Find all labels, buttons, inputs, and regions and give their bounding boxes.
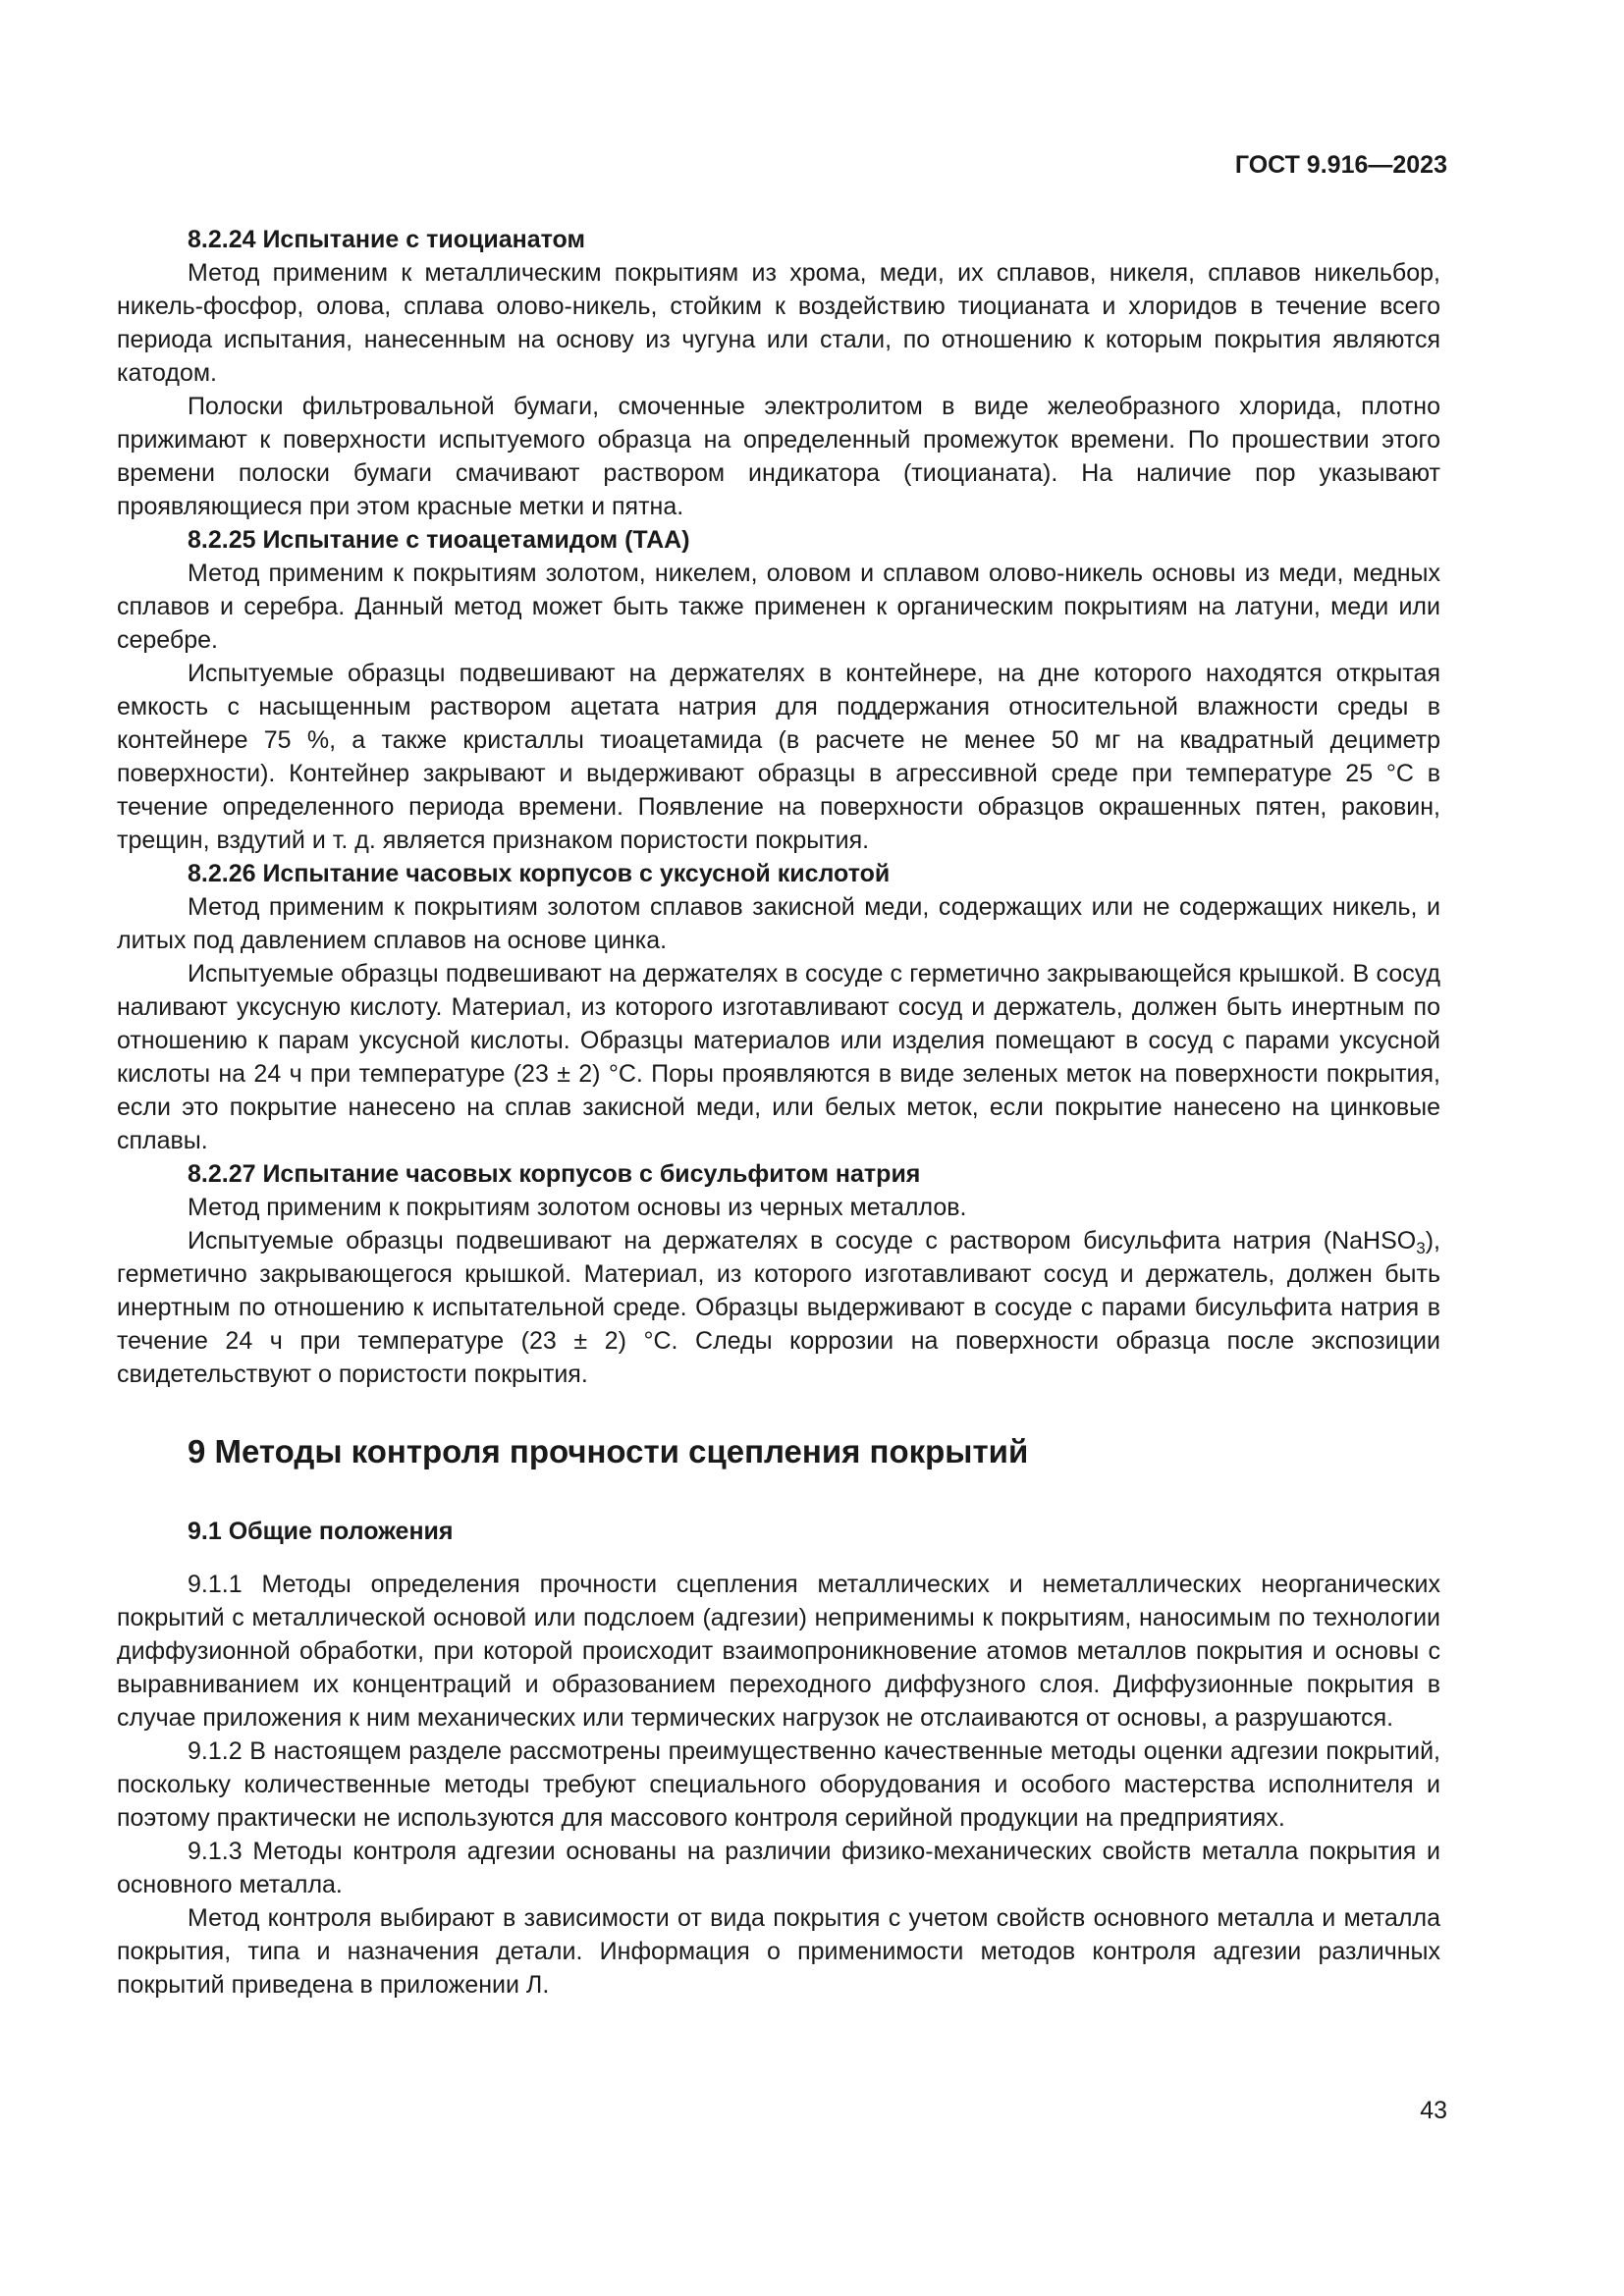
section-9-title: 9 Методы контроля прочности сцепления покрытий [188,1433,1029,1469]
clause-8-2-27-paragraph-2 [117,1224,1440,1391]
clause-8-2-24-paragraph-2: Полоски фильтровальной бумаги, смоченные электролитом в виде желеобразного хлорида, плотно прижимают к поверхности испытуемого образца на определенный промежуток времени. По прошествии этого времени полоски бумаги смачивают раствором индикатора (тиоцианата). На наличие пор указывают проявляющиеся при этом красные метки и пятна. [117,393,1440,520]
clause-9-1-1-paragraph: 9.1.1 Методы определения прочности сцепления металлических и неметаллических неорганических покрытий с металлической основой или подслоем (адгезии) неприменимы к покрытиям, наносимым по технологии диффузионной обработки, при которой происходит взаимопроникновение атомов металлов покрытия и основы с выравниванием их концентраций и образованием переходного диффузного слоя. Диффузионные покрытия в случае приложения к ним механических или термических нагрузок не отслаиваются от основы, а разрушаются. [117,1571,1440,1732]
clause-8-2-24-paragraph-1: Метод применим к металлическим покрытиям из хрома, меди, их сплавов, никеля, сплавов никельбор, никель-фосфор, олова, сплава олово-никель, стойким к воздействию тиоцианата и хлоридов в течение всего периода испытания, нанесенным на основу из чугуна или стали, по отношению к которым покрытия являются катодом. [117,259,1440,387]
clause-9-1-3-paragraph-2: Метод контроля выбирают в зависимости от вида покрытия с учетом свойств основного металла и металла покрытия, типа и назначения детали. Информация о применимости методов контроля адгезии различных покрытий приведена в приложении Л. [117,1904,1440,1999]
chemical-subscript: 3 [1416,1239,1426,1257]
clause-8-2-26-paragraph-2: Испытуемые образцы подвешивают на держателях в сосуде с герметично закрывающейся крышкой. В сосуд наливают уксусную кислоту. Материал, из которого изготавливают сосуд и держатель, должен быть инертным по отношению к парам уксусной кислоты. Образцы материалов или изделия помещают в сосуд с парами уксусной кислоты на 24 ч при температуре (23 ± 2) °С. Поры проявляются в виде зеленых меток на поверхности покрытия, если это покрытие нанесено на сплав закисной меди, или белых меток, если покрытие нанесено на цинковые сплавы. [117,960,1440,1154]
clause-8-2-27-paragraph-1: Метод применим к покрытиям золотом основы из черных металлов. [188,1194,967,1221]
clause-8-2-26-paragraph-1: Метод применим к покрытиям золотом сплавов закисной меди, содержащих или не содержащих никель, и литых под давлением сплавов на основе цинка. [117,893,1440,954]
clause-9-1-3-paragraph: 9.1.3 Методы контроля адгезии основаны на различии физико-механических свойств металла покрытия и основного металла. [117,1838,1440,1898]
document-code: ГОСТ 9.916—2023 [1234,151,1447,179]
clause-9-1-2-paragraph: 9.1.2 В настоящем разделе рассмотрены преимущественно качественные методы оценки адгезии покрытий, поскольку количественные методы требуют специального оборудования и особого мастерства исполнителя и поэтому практически не используются для массового контроля серийной продукции на предприятиях. [117,1737,1440,1832]
clause-8-2-26-title: 8.2.26 Испытание часовых корпусов с уксусной кислотой [188,860,891,887]
clause-8-2-24-title: 8.2.24 Испытание с тиоцианатом [188,226,585,253]
page-content [117,223,1440,2002]
clause-8-2-27-paragraph-2-part-a: Испытуемые образцы подвешивают на держателях в сосуде с раствором бисульфита натрия (NaHSO [188,1227,1417,1255]
clause-8-2-25-title: 8.2.25 Испытание с тиоацетамидом (ТАА) [188,526,690,554]
page-number: 43 [1420,2097,1447,2124]
clause-8-2-25-paragraph-2: Испытуемые образцы подвешивают на держателях в контейнере, на дне которого находятся открытая емкость с насыщенным раствором ацетата натрия для поддержания относительной влажности среды в контейнере 75 %, а также кристаллы тиоацетамида (в расчете не менее 50 мг на квадратный дециметр поверхности). Контейнер закрывают и выдерживают образцы в агрессивной среде при температуре 25 °С в течение определенного периода времени. Появление на поверхности образцов окрашенных пятен, раковин, трещин, вздутий и т. д. является признаком пористости покрытия. [117,660,1440,854]
clause-8-2-27-title: 8.2.27 Испытание часовых корпусов с бисульфитом натрия [188,1160,921,1188]
clause-8-2-27-paragraph-2-part-b: ), герметично закрывающегося крышкой. Материал, из которого изготавливают сосуд и держатель, должен быть инертным по отношению к испытательной среде. Образцы выдерживают в сосуде с парами бисульфита натрия в течение 24 ч при температуре (23 ± 2) °С. Следы коррозии на поверхности образца после экспозиции свидетельствуют о пористости покрытия. [117,1227,1440,1388]
clause-8-2-25-paragraph-1: Метод применим к покрытиям золотом, никелем, оловом и сплавом олово-никель основы из меди, медных сплавов и серебра. Данный метод может быть также применен к органическим покрытиям на латуни, меди или серебре. [117,560,1440,654]
section-9-1-title: 9.1 Общие положения [188,1518,454,1545]
